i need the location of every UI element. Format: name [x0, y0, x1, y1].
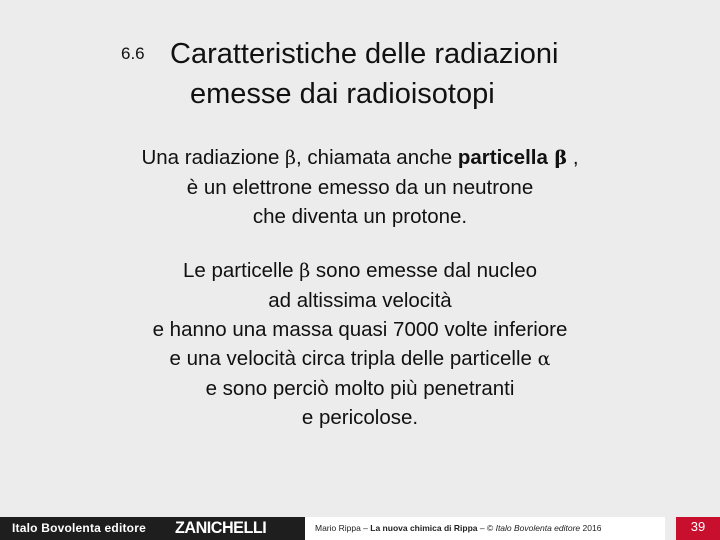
title-line-1: Caratteristiche delle radiazioni: [170, 38, 559, 70]
bold-term: particella: [457, 146, 548, 169]
page-number-block: [676, 517, 720, 540]
paragraph1-line1: [40, 143, 680, 173]
publisher-logo: Italo Bovolenta editore: [12, 521, 146, 535]
credit-book: La nuova chimica di Rippa: [370, 523, 478, 533]
text: ,: [567, 146, 579, 169]
text: , chiamata anche: [296, 146, 458, 169]
paragraph2-line6: e pericolose.: [301, 406, 419, 429]
beta-symbol: β: [285, 147, 297, 169]
paragraph2-line2: ad altissima velocità: [268, 289, 452, 312]
section-number: 6.6: [121, 44, 145, 63]
zanichelli-logo: ZANICHELLI: [175, 518, 267, 537]
footer-credit: [315, 523, 601, 533]
footer-bar: [0, 517, 720, 540]
credit-editor: Italo Bovolenta editore: [495, 523, 581, 533]
paragraph2-line3: e hanno una massa quasi 7000 volte inferiore: [152, 318, 568, 341]
beta-symbol: β: [299, 260, 311, 282]
title-line-2: emesse dai radioisotopi: [190, 78, 495, 110]
credit-separator: – ©: [477, 523, 496, 533]
paragraph2-line4: [40, 344, 680, 374]
alpha-symbol: α: [537, 348, 551, 370]
paragraph1-line2: è un elettrone emesso da un neutrone: [186, 176, 534, 199]
text: Le particelle: [183, 259, 300, 282]
footer-publisher-block: [0, 517, 305, 540]
page-number: 39: [690, 519, 706, 534]
credit-author: Mario Rippa –: [315, 523, 371, 533]
text: e una velocità circa tripla delle particelle: [169, 347, 538, 370]
paragraph-beta-definition: [40, 143, 680, 231]
text: Una radiazione: [141, 146, 286, 169]
beta-symbol: β: [547, 147, 568, 169]
paragraph1-line3: che diventa un protone.: [252, 205, 468, 228]
credit-year: 2016: [580, 523, 602, 533]
slide-title: [170, 34, 630, 114]
footer-credit-block: [305, 517, 665, 540]
paragraph2-line5: e sono perciò molto più penetranti: [205, 377, 515, 400]
paragraph-beta-properties: [40, 256, 680, 432]
text: sono emesse dal nucleo: [310, 259, 537, 282]
paragraph2-line1: [40, 256, 680, 286]
